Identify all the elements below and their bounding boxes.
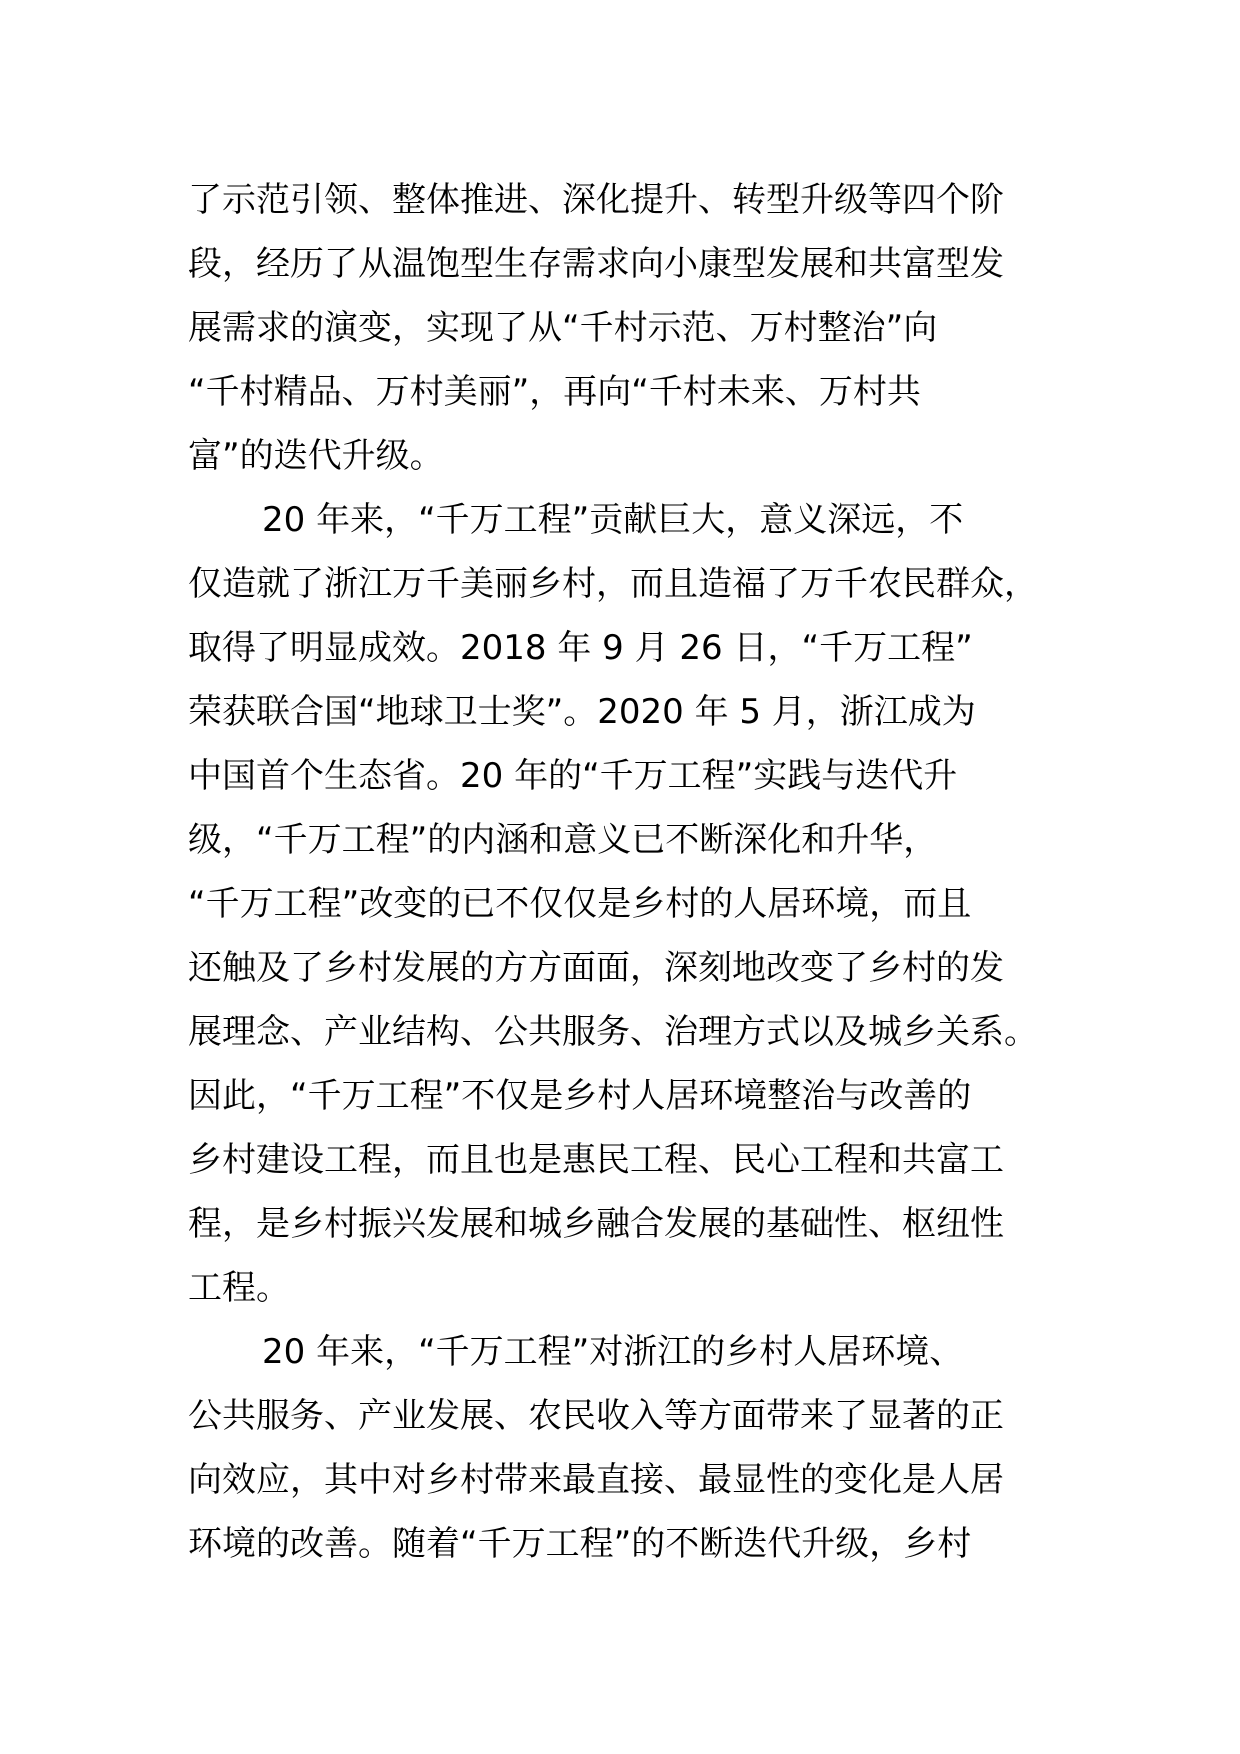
paragraph-line: 中国首个生态省。20 年的“千万工程”实践与迭代升 (188, 756, 958, 796)
paragraph-line: 仅造就了浙江万千美丽乡村，而且造福了万千农民群众， (188, 564, 1038, 604)
paragraph-line: 段，经历了从温饱型生存需求向小康型发展和共富型发 (188, 244, 1004, 284)
paragraph-line: 环境的改善。随着“千万工程”的不断迭代升级，乡村 (188, 1524, 972, 1564)
paragraph-line: 工程。 (188, 1268, 290, 1308)
paragraph-line: 向效应，其中对乡村带来最直接、最显性的变化是人居 (188, 1460, 1004, 1500)
paragraph-line: 了示范引领、整体推进、深化提升、转型升级等四个阶 (188, 180, 1004, 220)
paragraph-line: 富”的迭代升级。 (188, 436, 444, 476)
paragraph-line: 级，“千万工程”的内涵和意义已不断深化和升华， (188, 820, 938, 860)
paragraph-line: 展理念、产业结构、公共服务、治理方式以及城乡关系。 (188, 1012, 1038, 1052)
paragraph-line: 展需求的演变，实现了从“千村示范、万村整治”向 (188, 308, 938, 348)
paragraph-line: “千村精品、万村美丽”，再向“千村未来、万村共 (188, 372, 921, 412)
paragraph-line: 取得了明显成效。2018 年 9 月 26 日，“千万工程” (188, 628, 973, 668)
paragraph-line: 公共服务、产业发展、农民收入等方面带来了显著的正 (188, 1396, 1004, 1436)
paragraph-line: 乡村建设工程，而且也是惠民工程、民心工程和共富工 (188, 1140, 1004, 1180)
paragraph-line: 荣获联合国“地球卫士奖”。2020 年 5 月，浙江成为 (188, 692, 976, 732)
paragraph-line: 还触及了乡村发展的方方面面，深刻地改变了乡村的发 (188, 948, 1004, 988)
paragraph-line: 因此，“千万工程”不仅是乡村人居环境整治与改善的 (188, 1076, 972, 1116)
paragraph-line: “千万工程”改变的已不仅仅是乡村的人居环境，而且 (188, 884, 972, 924)
paragraph-first-line: 20 年来，“千万工程”对浙江的乡村人居环境、 (262, 1332, 964, 1372)
paragraph-first-line: 20 年来，“千万工程”贡献巨大，意义深远，不 (262, 500, 964, 540)
paragraph-line: 程，是乡村振兴发展和城乡融合发展的基础性、枢纽性 (188, 1204, 1004, 1244)
